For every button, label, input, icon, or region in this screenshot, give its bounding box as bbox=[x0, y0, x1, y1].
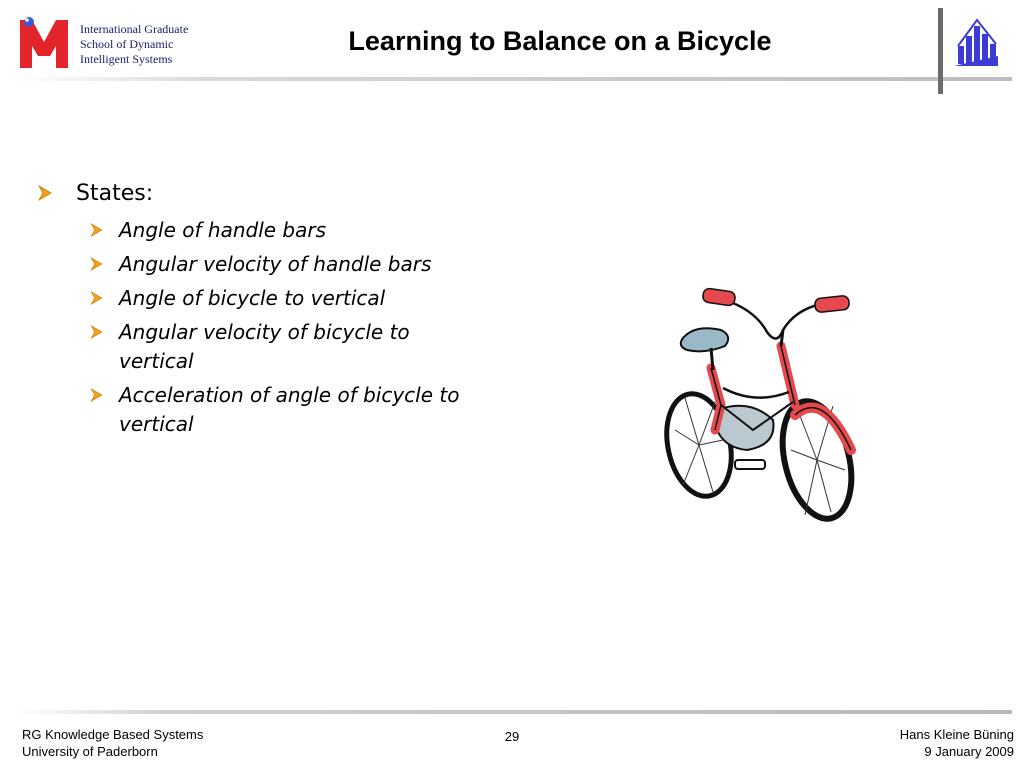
header-divider bbox=[16, 77, 1012, 81]
list-heading: States: bbox=[76, 181, 154, 206]
institution-name bbox=[80, 22, 188, 67]
list-item-text: Angular velocity of handle bars bbox=[119, 252, 432, 276]
arrow-bullet-icon bbox=[90, 257, 103, 271]
arrow-bullet-icon bbox=[90, 223, 103, 237]
footer-divider bbox=[16, 710, 1012, 714]
arrow-bullet-icon bbox=[90, 291, 103, 305]
list-item bbox=[90, 318, 508, 376]
list-item-text: Angle of handle bars bbox=[119, 218, 327, 242]
institution-line-2: School of Dynamic bbox=[80, 37, 174, 51]
footer-author: Hans Kleine Büning bbox=[899, 727, 1014, 742]
list-item bbox=[90, 250, 508, 279]
bicycle-illustration bbox=[655, 280, 865, 530]
slide-title: Learning to Balance on a Bicycle bbox=[348, 26, 772, 56]
list-item-text: Acceleration of angle of bicycle to vertical bbox=[119, 383, 460, 436]
arrow-bullet-icon bbox=[90, 388, 103, 402]
graduate-school-logo bbox=[16, 16, 72, 72]
state-sublist bbox=[90, 216, 508, 439]
list-item bbox=[90, 381, 508, 439]
institution-line-1: International Graduate bbox=[80, 22, 189, 36]
state-list bbox=[38, 178, 508, 444]
institution-line-3: Intelligent Systems bbox=[80, 52, 173, 66]
list-item-text: Angular velocity of bicycle to vertical bbox=[119, 320, 410, 373]
list-item bbox=[90, 216, 508, 245]
header-vertical-bar bbox=[938, 8, 943, 94]
list-item-text: Angle of bicycle to vertical bbox=[119, 286, 386, 310]
list-item bbox=[90, 284, 508, 313]
list-heading-item bbox=[38, 178, 508, 210]
footer-left bbox=[22, 726, 203, 760]
footer-right bbox=[900, 726, 1014, 760]
university-logo bbox=[952, 16, 1000, 70]
arrow-bullet-icon bbox=[90, 325, 103, 339]
page-number: 29 bbox=[504, 729, 520, 744]
footer-university: University of Paderborn bbox=[22, 744, 158, 759]
footer-date: 9 January 2009 bbox=[924, 744, 1014, 759]
arrow-bullet-icon bbox=[38, 185, 52, 201]
footer-group-name: RG Knowledge Based Systems bbox=[22, 727, 204, 742]
